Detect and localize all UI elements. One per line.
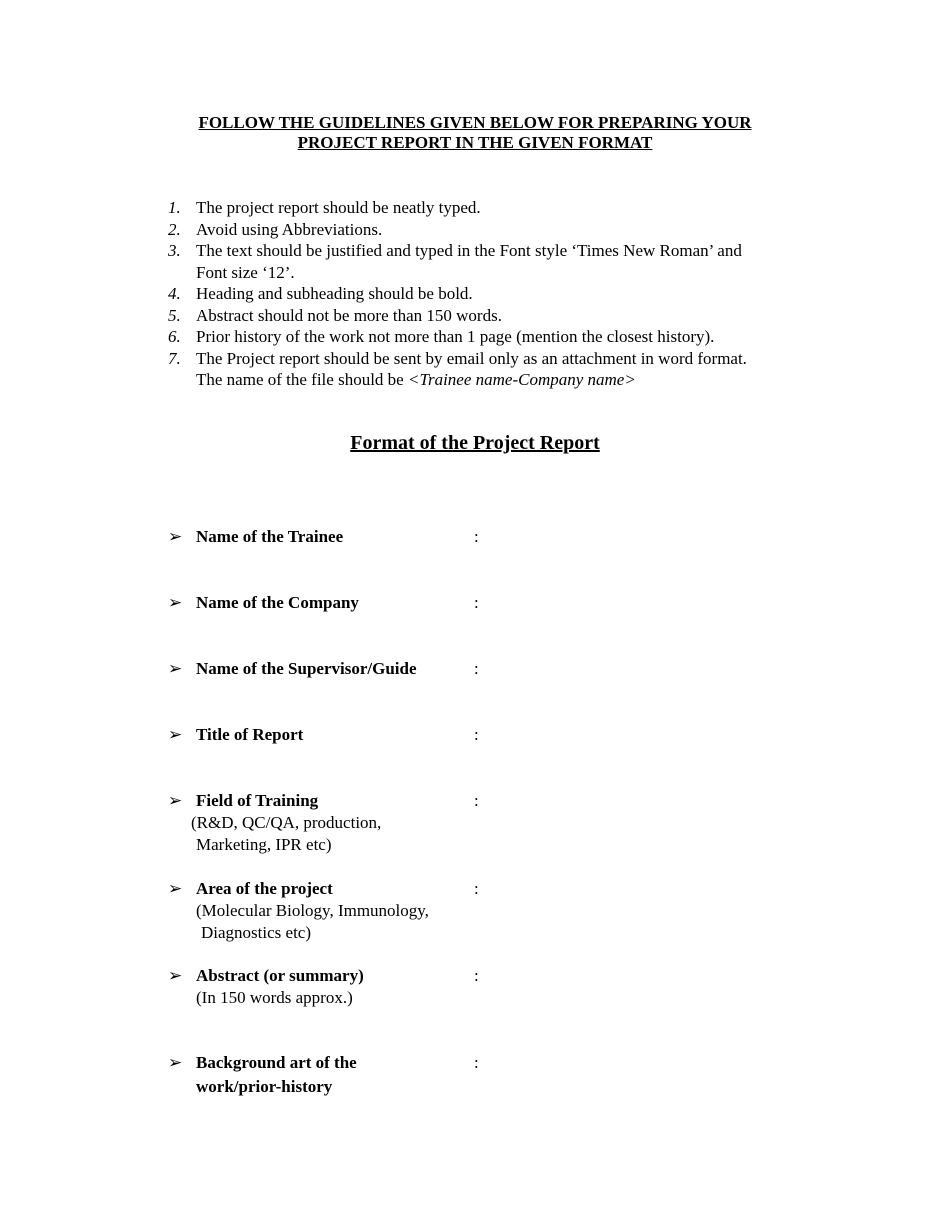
field-label-line: work/prior-history — [196, 1077, 333, 1096]
arrow-bullet-icon: ➢ — [168, 1053, 183, 1072]
guideline-item — [168, 326, 818, 348]
arrow-bullet-icon: ➢ — [168, 879, 183, 898]
guideline-item — [168, 219, 818, 241]
guideline-item — [168, 197, 818, 219]
field-colon: : — [474, 593, 479, 612]
field-hint-line: Diagnostics etc) — [201, 922, 311, 942]
field-hint — [191, 812, 382, 855]
field-label: Area of the project — [196, 879, 333, 898]
guideline-item — [168, 283, 818, 305]
field-label-line: Background art of the — [196, 1053, 357, 1072]
field-hint-line: (R&D, QC/QA, production, — [191, 813, 382, 832]
guideline-number: 3. — [168, 241, 181, 260]
field-label: Abstract (or summary) — [196, 966, 364, 985]
arrow-bullet-icon: ➢ — [168, 659, 183, 678]
guideline-text: The text should be justified and typed in the Font style ‘Times New Roman’ and — [196, 241, 742, 260]
file-name-format: <Trainee name-Company name> — [407, 370, 636, 389]
guideline-text-continued: Font size ‘12’. — [196, 262, 295, 282]
arrow-bullet-icon: ➢ — [168, 791, 183, 810]
heading-line-1: FOLLOW THE GUIDELINES GIVEN BELOW FOR PREPARING YOUR — [198, 113, 752, 132]
field-hint — [196, 900, 429, 943]
guideline-number: 4. — [168, 284, 181, 303]
guideline-number: 6. — [168, 327, 181, 346]
page-heading — [120, 113, 830, 153]
guideline-number: 5. — [168, 305, 181, 325]
field-label — [196, 1051, 357, 1099]
field-colon: : — [474, 1053, 479, 1072]
field-hint-line: (In 150 words approx.) — [196, 988, 353, 1007]
guideline-text: The project report should be neatly typed. — [196, 198, 481, 217]
guideline-text-continued: The name of the file should be — [196, 370, 408, 389]
guideline-item — [168, 348, 818, 391]
field-hint-line: Marketing, IPR etc) — [196, 834, 332, 854]
guideline-number: 7. — [168, 348, 181, 368]
field-label: Field of Training — [196, 791, 319, 810]
guideline-text: Avoid using Abbreviations. — [196, 219, 383, 239]
guideline-text: Abstract should not be more than 150 words. — [196, 305, 502, 325]
guidelines-list — [168, 197, 818, 391]
field-colon: : — [474, 659, 479, 678]
guideline-text: Prior history of the work not more than 1 page (mention the closest history). — [196, 327, 715, 346]
field-label: Title of Report — [196, 725, 304, 744]
arrow-bullet-icon: ➢ — [168, 527, 183, 546]
field-colon: : — [474, 879, 479, 898]
field-colon: : — [474, 791, 479, 810]
guideline-text: Heading and subheading should be bold. — [196, 284, 473, 303]
arrow-bullet-icon: ➢ — [168, 593, 183, 612]
arrow-bullet-icon: ➢ — [168, 966, 183, 985]
field-hint-line: (Molecular Biology, Immunology, — [196, 901, 429, 920]
field-hint — [196, 987, 353, 1009]
field-colon: : — [474, 966, 479, 985]
arrow-bullet-icon: ➢ — [168, 725, 183, 744]
guideline-item — [168, 305, 818, 327]
guideline-number: 2. — [168, 219, 181, 239]
field-label: Name of the Company — [196, 593, 359, 612]
field-label: Name of the Supervisor/Guide — [196, 659, 417, 678]
field-label: Name of the Trainee — [196, 527, 344, 546]
field-colon: : — [474, 527, 479, 546]
heading-line-2: PROJECT REPORT IN THE GIVEN FORMAT — [297, 133, 653, 152]
guideline-text: The Project report should be sent by email only as an attachment in word format. — [196, 348, 747, 368]
guideline-number: 1. — [168, 198, 181, 217]
field-colon: : — [474, 725, 479, 744]
guideline-item — [168, 240, 818, 283]
format-title: Format of the Project Report — [350, 432, 600, 454]
